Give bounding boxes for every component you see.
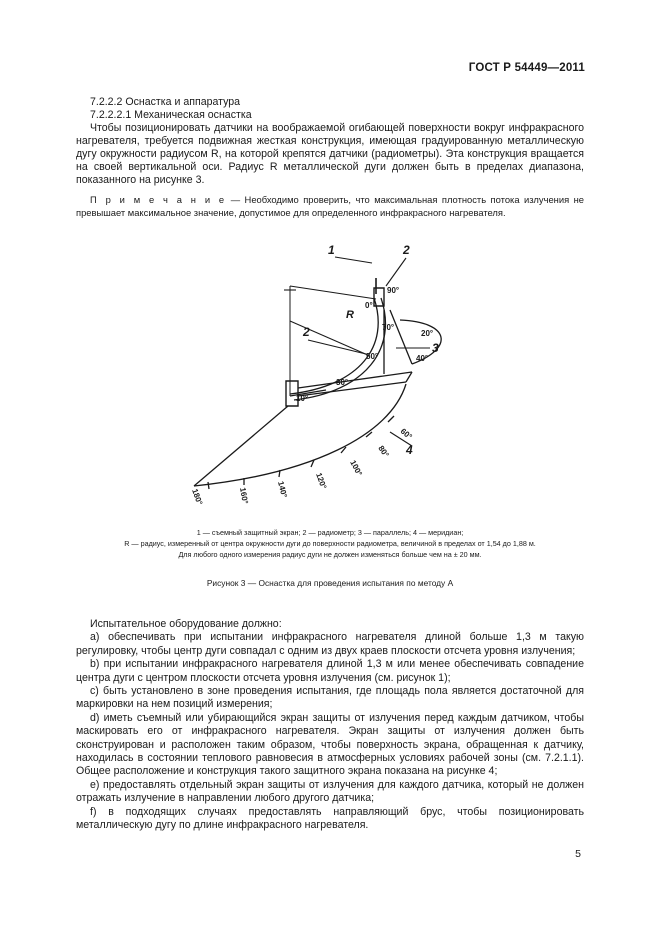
callout-leader-2 bbox=[386, 258, 406, 286]
callout-3: 3 bbox=[432, 341, 439, 355]
angle-label: 70° bbox=[382, 323, 395, 332]
paragraph: Чтобы позиционировать датчики на воображаемой огибающей поверхности вокруг инфракрасного нагревателя, требуется подвижная жесткая конструкция, имеющая градуированную металлическую дугу окружности радиусом R, на которой крепятся датчики (радиометры). Эта конструкция вращается на своей вертикальной оси. Радиус R металлической дуги должен быть в пределах диапазона, показанного на рисунке 3. bbox=[76, 122, 584, 186]
list-item: d) иметь съемный или убирающийся экран защиты от излучения перед каждым датчиком, чтобы маскировать его от инфракрасного нагревателя. Экран защиты от излучения должен быть сконструирован и расположен таким образом, чтобы поверхность экрана, обращенная к датчику, находилась в состоянии теплового равновесия в атмосферных условиях рабочей зоны (см. 7.2.1.1). Общее расположение и конструкция такого защитного экрана показана на рисунке 4; bbox=[76, 711, 584, 778]
requirements-list bbox=[76, 618, 584, 833]
angle-label: 40° bbox=[416, 354, 429, 363]
scale-label: 180° bbox=[190, 487, 205, 507]
list-item: а) обеспечивать при испытании инфракрасного нагревателя длиной больше 1,3 м такую регулировку, чтобы центр дуги совпадал с одним из двух краев плоскости отсчета уровня излучения; bbox=[76, 631, 584, 657]
list-item: f) в подходящих случаях предоставлять направляющий брус, чтобы позиционировать металлическую дугу по длине инфракрасного нагревателя. bbox=[76, 805, 584, 832]
angle-label: 50° bbox=[366, 352, 379, 361]
list-item: b) при испытании инфракрасного нагревателя длиной 1,3 м или менее обеспечивать совпадение центра дуги с центром плоскости отсчета уровня излучения (см. рисунок 1); bbox=[76, 658, 584, 684]
angle-label: 30° bbox=[336, 378, 349, 387]
scale-label: 60° bbox=[398, 426, 414, 442]
requirements-intro: Испытательное оборудование должно: bbox=[90, 618, 282, 630]
angle-label: 10° bbox=[296, 394, 309, 403]
callout-2b: 2 bbox=[303, 325, 310, 339]
scale-tick bbox=[208, 482, 209, 489]
angle-label: 0° bbox=[365, 301, 373, 310]
radius-line-2 bbox=[290, 321, 370, 356]
list-item: e) предоставлять отдельный экран защиты от излучения для каждого датчика, который не должен отражать излучение в направлении любого другого датчика; bbox=[76, 778, 584, 805]
section-heading: 7.2.2.2 Оснастка и аппаратура bbox=[90, 96, 241, 108]
page-number: 5 bbox=[575, 848, 581, 860]
callout-2: 2 bbox=[403, 243, 410, 257]
support-brace bbox=[390, 310, 412, 364]
callout-4: 4 bbox=[406, 443, 413, 457]
callout-leader-1 bbox=[335, 257, 372, 263]
note bbox=[76, 194, 584, 219]
note-label: П р и м е ч а н и е bbox=[90, 194, 227, 205]
lower-radius-line bbox=[194, 406, 288, 486]
horizontal-arm bbox=[298, 372, 412, 388]
scale-tick bbox=[388, 416, 394, 422]
note-text: — Необходимо проверить, что максимальная плотность потока излучения не превышает максимальное значение, допустимое для определенного инфракрасного нагревателя. bbox=[76, 194, 584, 218]
scale-label: 100° bbox=[348, 458, 364, 478]
arm-joint bbox=[406, 372, 412, 382]
scale-label: 160° bbox=[238, 486, 250, 505]
callout-1: 1 bbox=[328, 243, 335, 257]
angle-label: 20° bbox=[421, 329, 434, 338]
list-item: c) быть установлено в зоне проведения испытания, где площадь пола является достаточной для маркировки на нем позиций измерения; bbox=[76, 685, 584, 711]
angle-label: 90° bbox=[387, 286, 400, 295]
radius-line bbox=[290, 286, 376, 299]
radius-label: R bbox=[346, 309, 354, 321]
subsection-heading: 7.2.2.2.1 Механическая оснастка bbox=[90, 109, 252, 121]
document-code-header: ГОСТ Р 54449—2011 bbox=[468, 62, 585, 74]
figure-3-diagram bbox=[150, 236, 550, 518]
section-text bbox=[76, 96, 584, 219]
figure-caption: Рисунок 3 — Оснастка для проведения испытания по методу А bbox=[206, 578, 454, 588]
legend-line: R — радиус, измеренный от центра окружности дуги до поверхности радиометра, величиной в пределах от 1,54 до 1,88 м. bbox=[124, 539, 536, 548]
scale-label: 140° bbox=[276, 480, 289, 499]
figure-legend bbox=[76, 527, 584, 560]
scale-label: 120° bbox=[314, 471, 329, 491]
legend-line: 1 — съемный защитный экран; 2 — радиометр; 3 — параллель; 4 — меридиан; bbox=[196, 528, 464, 537]
legend-line: Для любого одного измерения радиус дуги не должен изменяться больше чем на ± 20 мм. bbox=[178, 550, 482, 559]
scale-label: 80° bbox=[376, 443, 391, 460]
